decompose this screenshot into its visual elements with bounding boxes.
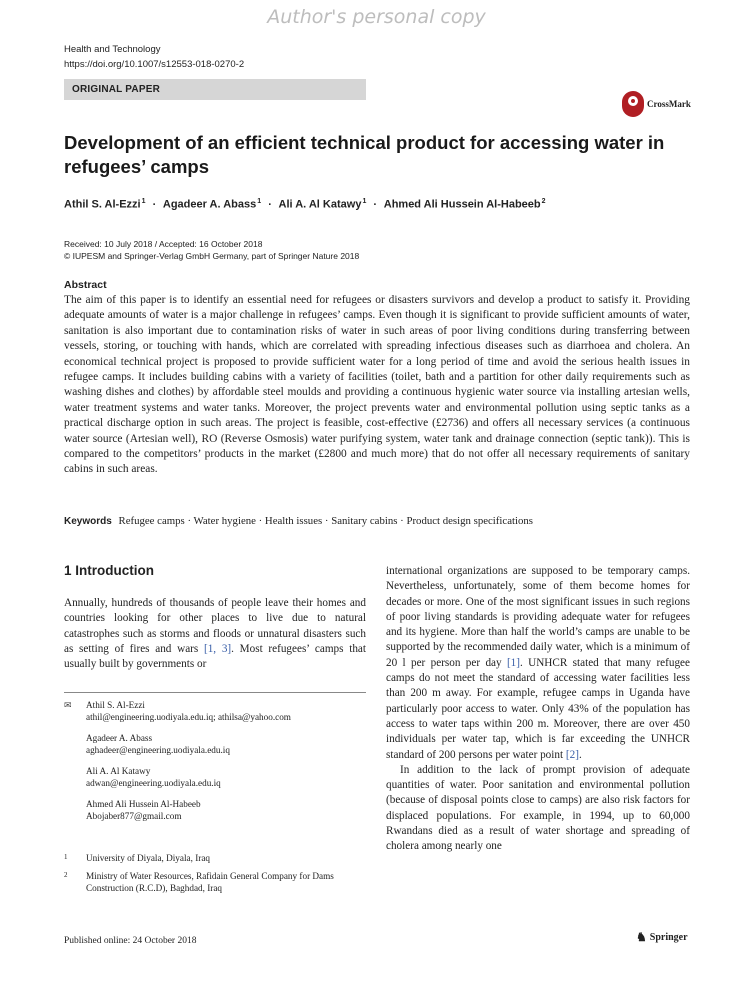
journal-name: Health and Technology [64, 44, 161, 55]
author-affiliation-mark: 1 [141, 198, 146, 205]
contact-email[interactable]: Abojaber877@gmail.com [86, 810, 182, 821]
author-contacts [64, 700, 366, 832]
author-name[interactable]: Ahmed Ali Hussein Al-Habeeb [383, 198, 541, 211]
crossmark-badge[interactable] [622, 91, 691, 117]
affiliation-number: 1 [64, 853, 68, 861]
author-list [64, 198, 546, 211]
intro-right-paragraph: In addition to the lack of prompt provision of adequate quantities of water. Poor sanitation and environmental pollution (because of disposal points close to camps) are also risk factors for displaced populations. For example, in 1994, up to 60,000 Rwandans died as a result of water shortage and spreading of cholera among nearly one [386, 763, 690, 853]
paragraph-text: . [578, 748, 582, 761]
abstract-text: The aim of this paper is to identify an essential need for refugees or disasters survivors and develop a product to satisfy it. Providing adequate amounts of water is a major challenge in refugees’ camps. Even though it is significant to provide sufficient amounts of water, sanitation is also important due to contamination risks of water in such areas of poor living conditions during transferring between vessels, storing, or touching with hands, which are correlated with spreading infectious diseases such as diarrhoea and cholera. An economical technical project is proposed to provide sufficient water for a long period of time and avoid the serious health issues in refugee camps. It includes building cabins with a variety of facilities (toilet, bath and a partition for other daily requirements such as washing dishes and clothes) by affordable steel moulds and providing a continuous hygienic water source via installing artesian wells, water treatment systems and water tanks. Moreover, the project prevents water and environmental pollution using septic tanks as a practical discharge option in such areas. The project is feasible, cost-effective (£2736) and offers all necessary services (a continuous water source (Artesian well), RO (Reverse Osmosis) water purifying system, water tank and drainage connection (septic tank)). This is compared to the competitors’ products in the market (£2800 and much more) that do not offer all necessary requirements of sanitary cabins in such areas. [64, 294, 690, 476]
watermark: Author's personal copy [267, 6, 486, 28]
contact-entry [64, 799, 366, 822]
author-affiliation-mark: 2 [541, 198, 546, 205]
keywords-list: Refugee camps · Water hygiene · Health issues · Sanitary cabins · Product design specifications [118, 515, 533, 527]
crossmark-icon [622, 91, 644, 117]
author-name[interactable]: Athil S. Al-Ezzi [64, 198, 141, 211]
crossmark-label: CrossMark [647, 99, 691, 109]
intro-right-paragraph [386, 564, 690, 763]
author-name[interactable]: Ali A. Al Katawy [278, 198, 362, 211]
paragraph-text: . UNHCR stated that many refugee camps do not meet the standard of accessing water facilities less than 200 m away. For example, refugee camps in Uganda have particularly poor access to water. Only 43% of the population has access to water taps within 200 m. Moreover, there are over 450 individuals per water tap, which is far exceeding the UNHCR standard of 200 persons per water point [386, 656, 690, 761]
journal-header [64, 42, 244, 72]
citation-link[interactable]: [1] [506, 656, 520, 669]
paragraph-text: . Most refugees’ camps that usually built by governments or [64, 642, 366, 671]
affiliation-text: University of Diyala, Diyala, Iraq [86, 853, 210, 863]
springer-logo [636, 930, 688, 945]
dates-block [64, 238, 359, 262]
paragraph-text: Annually, hundreds of thousands of people leave their homes and countries looking for other places to live due to natural catastrophes such as storms and floods or unnatural disasters such as setting of fires and wars [64, 597, 366, 655]
contact-entry [64, 700, 366, 723]
affiliation-entry [64, 871, 366, 894]
contact-name: Agadeer A. Abass [86, 733, 153, 743]
doi-link[interactable]: https://doi.org/10.1007/s12553-018-0270-2 [64, 59, 245, 70]
contact-name: Ahmed Ali Hussein Al-Habeeb [86, 799, 201, 809]
contact-entry [64, 766, 366, 789]
contact-name: Athil S. Al-Ezzi [86, 700, 145, 710]
publisher-name: Springer [649, 932, 688, 943]
contact-email[interactable]: adwan@engineering.uodiyala.edu.iq [86, 777, 221, 788]
abstract-heading: Abstract [64, 279, 107, 291]
paper-title: Development of an efficient technical product for accessing water in refugees’ camps [64, 132, 665, 177]
article-type-banner: ORIGINAL PAPER [64, 79, 366, 100]
author-name[interactable]: Agadeer A. Abass [162, 198, 257, 211]
contact-email[interactable]: aghadeer@engineering.uodiyala.edu.iq [86, 744, 230, 755]
footnote-divider [64, 692, 366, 693]
contact-name: Ali A. Al Katawy [86, 766, 151, 776]
paragraph-text: international organizations are supposed to be temporary camps. Nevertheless, unfortunately, some of them become homes for decades or more. One of the most significant issues in such regions of poor living standards is providing adequate water for refugees and its hygiene. More than half the world’s camps are unable to be supported by the recommended daily water, which is a minimum of 20 l per person per day [386, 565, 690, 669]
copyright-line: © IUPESM and Springer-Verlag GmbH Germany, part of Springer Nature 2018 [64, 251, 360, 261]
author-separator: · [373, 198, 378, 211]
intro-right-column [386, 564, 690, 855]
springer-horse-icon: ♞ [636, 930, 647, 944]
received-accepted-dates: Received: 10 July 2018 / Accepted: 16 October 2018 [64, 239, 263, 249]
author-affiliation-mark: 1 [257, 198, 262, 205]
affiliation-text: Ministry of Water Resources, Rafidain General Company for Dams Construction (R.C.D), Baghdad, Iraq [86, 871, 334, 893]
author-affiliation-mark: 1 [362, 198, 367, 205]
envelope-icon: ✉ [64, 700, 72, 710]
affiliation-entry [64, 853, 366, 865]
affiliation-number: 2 [64, 871, 68, 879]
published-online-date: Published online: 24 October 2018 [64, 936, 197, 946]
section-heading-introduction: 1 Introduction [64, 563, 154, 578]
intro-left-paragraph [64, 596, 366, 672]
author-separator: · [152, 198, 157, 211]
contact-email[interactable]: athil@engineering.uodiyala.edu.iq; athilsa@yahoo.com [86, 711, 291, 722]
citation-link[interactable]: [1, 3] [203, 642, 232, 655]
author-separator: · [268, 198, 272, 211]
keywords-line [64, 515, 533, 527]
citation-link[interactable]: [2] [565, 748, 579, 761]
keywords-label: Keywords [64, 516, 112, 527]
contact-entry [64, 733, 366, 756]
